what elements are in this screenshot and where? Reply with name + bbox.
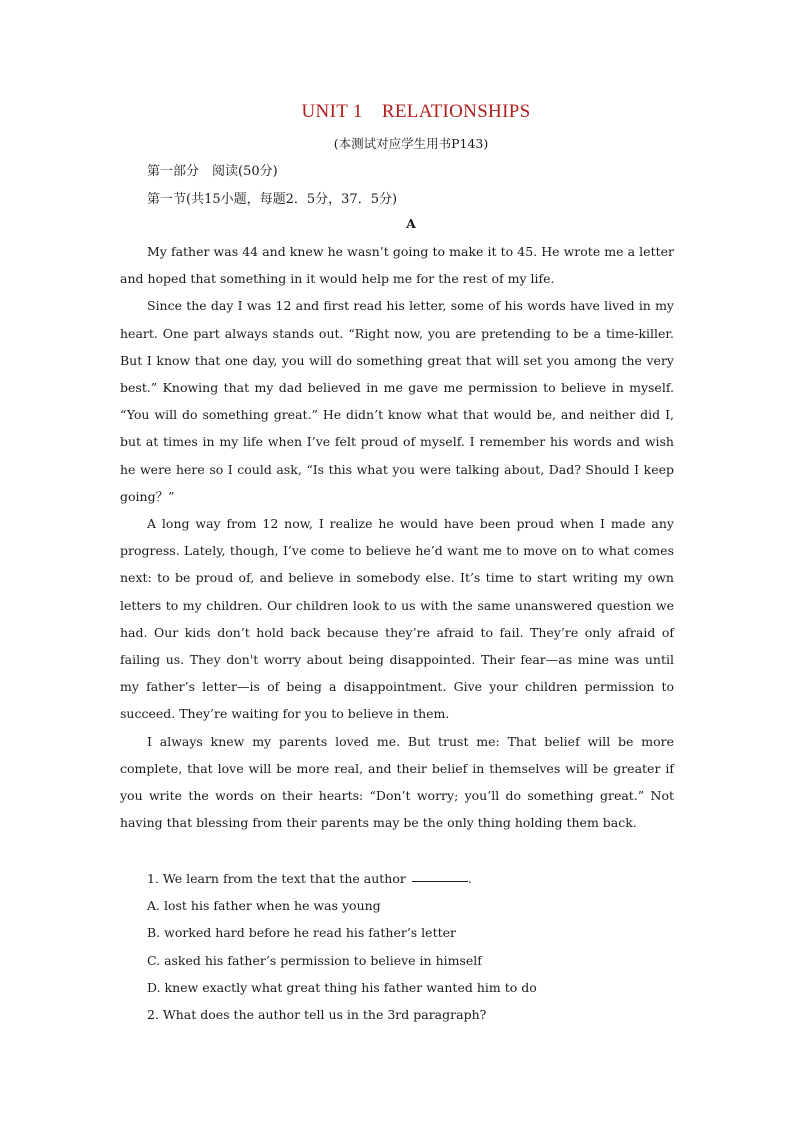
textbook-reference: (本测试对应学生用书P143) <box>333 136 489 151</box>
option-b: B. worked hard before he read his father’s letter <box>147 925 456 941</box>
question-2: 2. What does the author tell us in the 3rd paragraph? <box>147 1007 487 1023</box>
passage-paragraph-3: A long way from 12 now, I realize he would have been proud when I made any progress. Lately, though, I’ve come to believe he’d want me to move on to what comes next: to be proud of, and believe in somebody else. It’s time to start writing my own letters to my children. Our children look to us with the same unanswered question we had. Our kids don’t hold back because they’re afraid to fail. They’re only afraid of failing us. They don't worry about being disappointed. Their fear—as mine was until my father’s letter—is of being a disappointment. Give your children permission to succeed. They’re waiting for you to believe in them. <box>120 516 674 722</box>
answer-blank <box>412 880 468 882</box>
option-a: A. lost his father when he was young <box>147 898 381 914</box>
reading-passage <box>120 238 674 836</box>
question-list <box>147 865 677 1028</box>
passage-paragraph-4: I always knew my parents loved me. But trust me: That belief will be more complete, that love will be more real, and their belief in themselves will be greater if you write the words on their hearts: “Don’t worry; you’ll do something great.” Not having that blessing from their parents may be the only thing holding them back. <box>120 733 674 831</box>
unit-title: UNIT 1 RELATIONSHIPS <box>301 101 531 122</box>
passage-paragraph-1: My father was 44 and knew he wasn’t going to make it to 45. He wrote me a letter and hoped that something in it would help me for the rest of my life. <box>120 244 674 287</box>
option-d: D. knew exactly what great thing his father wanted him to do <box>147 979 537 995</box>
question-1-end: . <box>467 871 472 886</box>
passage-paragraph-2: Since the day I was 12 and first read his letter, some of his words have lived in my heart. One part always stands out. “Right now, you are pretending to be a time-killer. But I know that one day, you will do something great that will set you among the very best.” Knowing that my dad believed in me gave me permission to believe in myself. “You will do something great.” He didn’t know what that would be, and neither did I, but at times in my life when I’ve felt proud of myself. I remember his words and wish he were here so I could ask, “Is this what you were talking about, Dad? Should I keep going？” <box>120 298 674 504</box>
part-heading: 第一部分 阅读(50分) <box>147 164 278 179</box>
section-heading: 第一节(共15小题，每题2．5分，37．5分) <box>147 192 398 207</box>
option-c: C. asked his father’s permission to believe in himself <box>147 952 482 968</box>
question-1 <box>147 865 677 892</box>
passage-label: A <box>406 216 416 231</box>
question-1-stem: 1. We learn from the text that the author <box>147 871 406 886</box>
